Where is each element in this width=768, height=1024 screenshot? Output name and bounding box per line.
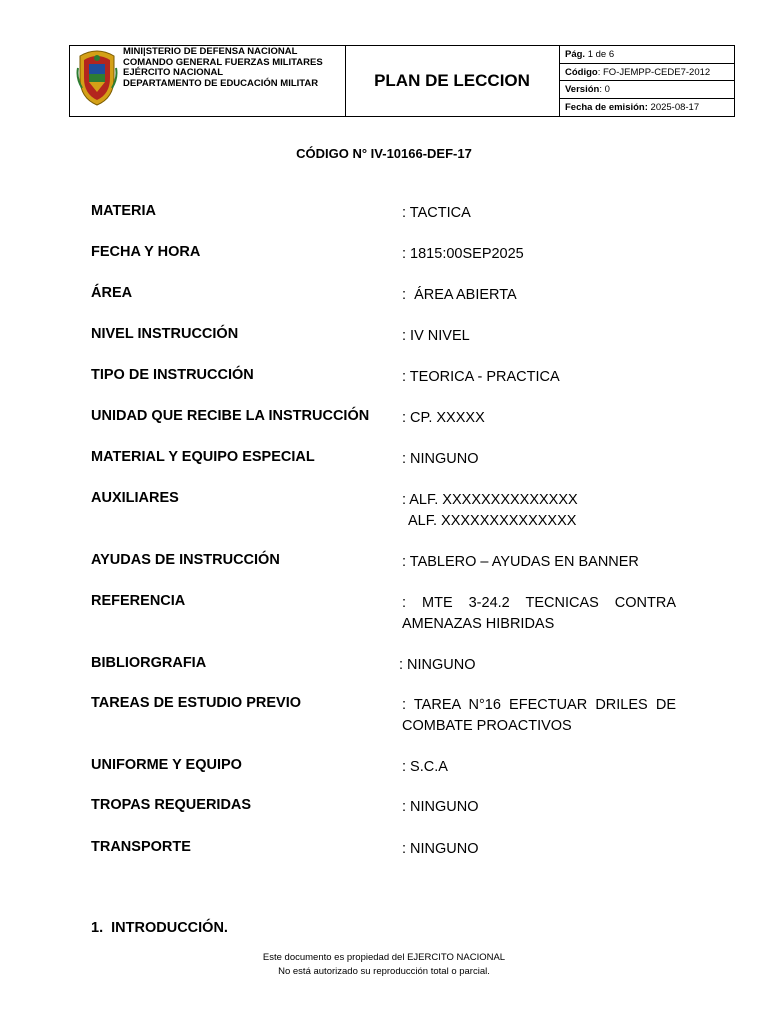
org-line-ministry: MINI|STERIO DE DEFENSA NACIONAL: [123, 46, 298, 57]
header-organization-cell: [70, 46, 346, 116]
field-value: : CP. XXXXX: [402, 410, 485, 426]
field-value: : IV NIVEL: [402, 328, 470, 344]
field-value: : TEORICA - PRACTICA: [402, 369, 560, 385]
field-value: : NINGUNO: [402, 799, 479, 815]
field-label: TIPO DE INSTRUCCIÓN: [91, 367, 254, 383]
field-label: NIVEL INSTRUCCIÓN: [91, 326, 239, 342]
field-label: ÁREA: [91, 285, 133, 301]
org-line-army: EJÉRCITO NACIONAL: [123, 67, 224, 78]
header-meta-cell: [559, 46, 734, 116]
meta-version: Versión: 0: [559, 81, 734, 99]
field-label: MATERIAL Y EQUIPO ESPECIAL: [91, 449, 315, 465]
field-label: UNIDAD QUE RECIBE LA INSTRUCCIÓN: [91, 408, 370, 424]
field-value: : 1815:00SEP2025: [402, 246, 524, 262]
section-heading-introduction: 1. INTRODUCCIÓN.: [91, 920, 228, 936]
meta-issue-date: Fecha de emisión: 2025-08-17: [565, 101, 700, 113]
footer-line-reproduction: No está autorizado su reproducción total o parcial.: [278, 966, 490, 977]
field-label: REFERENCIA: [91, 593, 186, 609]
page-footer: [0, 951, 768, 979]
field-value: : NINGUNO: [399, 657, 476, 673]
field-label: AUXILIARES: [91, 490, 179, 506]
lesson-code-title: CÓDIGO N° IV-10166-DEF-17: [296, 146, 472, 161]
field-value: : NINGUNO: [402, 451, 479, 467]
organization-names: [123, 47, 323, 89]
footer-line-ownership: Este documento es propiedad del EJERCITO NACIONAL: [262, 952, 506, 963]
field-value: : TABLERO – AYUDAS EN BANNER: [402, 554, 639, 570]
document-header: [69, 45, 735, 117]
field-label: TROPAS REQUERIDAS: [91, 797, 252, 813]
field-label: UNIFORME Y EQUIPO: [91, 757, 242, 773]
field-value: : TAREA N°16 EFECTUAR DRILES DE COMBATE PROACTIVOS: [402, 697, 676, 734]
army-crest-icon: [76, 48, 118, 106]
field-label: MATERIA: [91, 203, 156, 219]
meta-page: Pág. 1 de 6: [559, 46, 734, 64]
field-value: : MTE 3-24.2 TECNICAS CONTRA AMENAZAS HIBRIDAS: [402, 595, 676, 632]
field-value: : NINGUNO: [402, 841, 479, 857]
field-value: : TACTICA: [402, 205, 471, 221]
field-label: TRANSPORTE: [91, 839, 191, 855]
document-title: PLAN DE LECCION: [345, 46, 560, 116]
org-line-department: DEPARTAMENTO DE EDUCACIÓN MILITAR: [123, 77, 319, 89]
org-line-command: COMANDO GENERAL FUERZAS MILITARES: [123, 56, 323, 68]
meta-code: Código: FO-JEMPP-CEDE7-2012: [559, 64, 734, 82]
auxiliary-line-1: : ALF. XXXXXXXXXXXXXX: [402, 492, 578, 508]
field-value: : S.C.A: [402, 759, 448, 775]
field-label: BIBLIORGRAFIA: [91, 655, 207, 671]
field-value: [402, 490, 676, 531]
field-label: TAREAS DE ESTUDIO PREVIO: [91, 695, 302, 711]
field-label: AYUDAS DE INSTRUCCIÓN: [91, 552, 280, 568]
field-label: FECHA Y HORA: [91, 244, 201, 260]
auxiliary-line-2: ALF. XXXXXXXXXXXXXX: [408, 512, 577, 529]
field-value: : ÁREA ABIERTA: [402, 287, 517, 303]
